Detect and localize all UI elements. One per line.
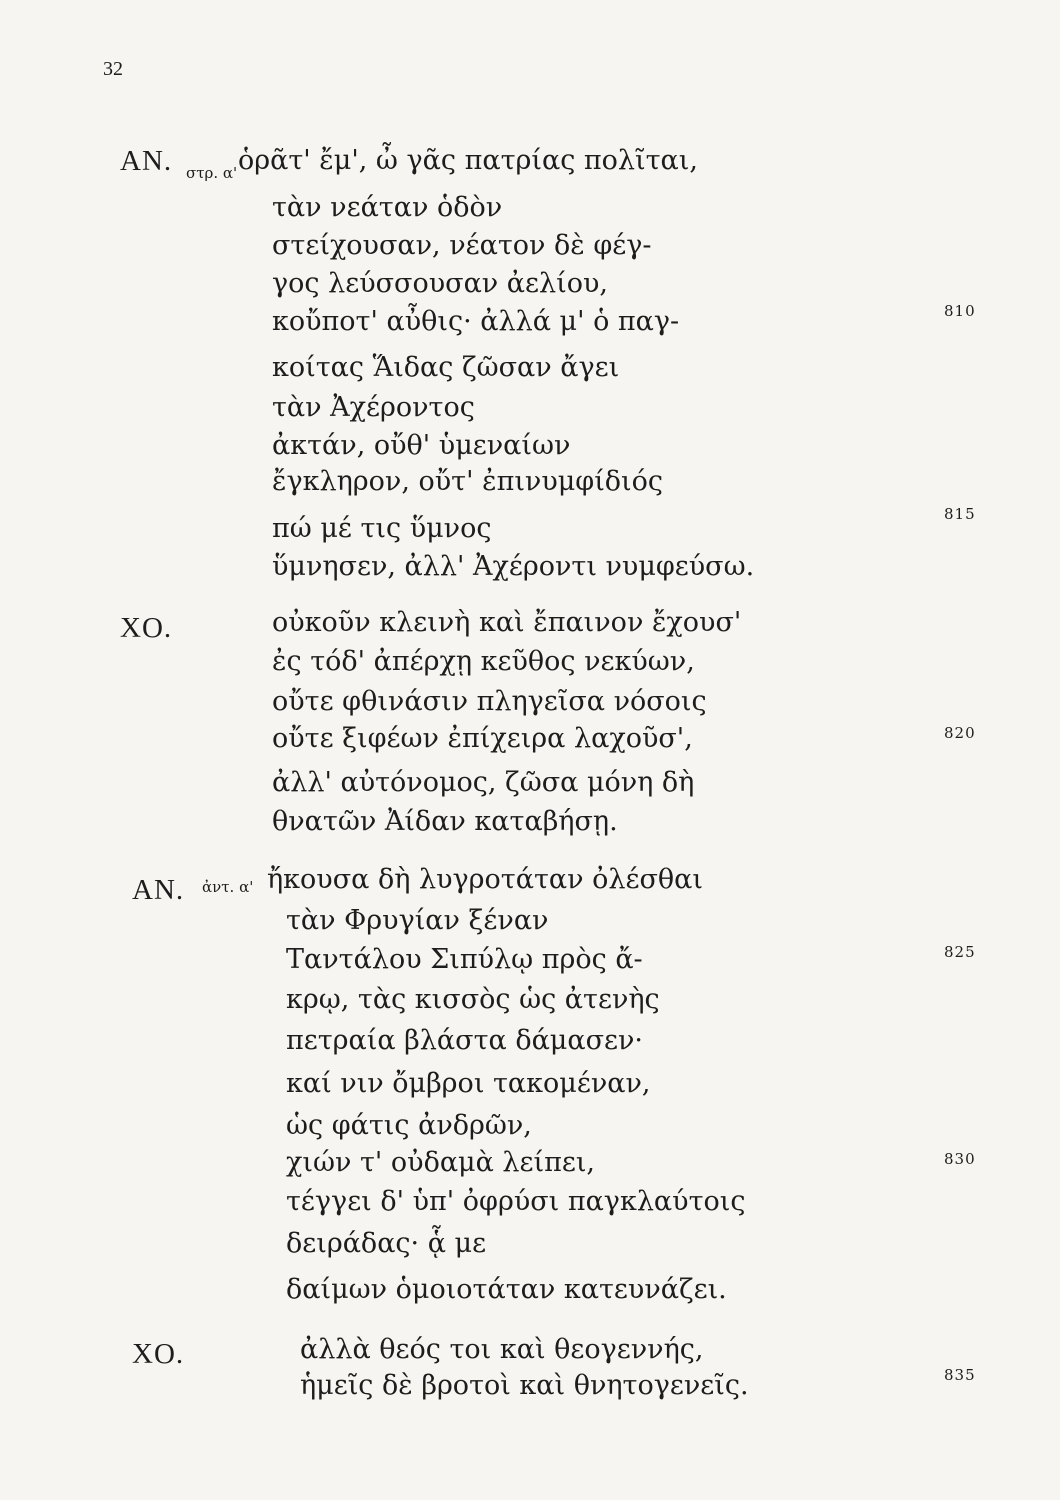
verse-line: οὔτε ξιφέων ἐπίχειρα λαχοῦσ', — [272, 723, 693, 754]
verse-line: ὕμνησεν, ἀλλ' Ἀχέροντι νυμφεύσω. — [272, 551, 755, 582]
line-number: 825 — [944, 943, 976, 961]
speaker-label: ΑΝ. — [120, 145, 173, 177]
verse-line: τὰν νεάταν ὁδὸν — [272, 192, 503, 223]
verse-line: κοὔποτ' αὖθις· ἀλλά μ' ὁ παγ- — [272, 306, 680, 337]
line-number: 830 — [944, 1150, 976, 1168]
verse-line: στείχουσαν, νέατον δὲ φέγ- — [272, 230, 652, 261]
strophe-label: ἀντ. α' — [202, 878, 254, 896]
speaker-label: ΧΟ. — [132, 1338, 185, 1370]
verse-line: Ταντάλου Σιπύλῳ πρὸς ἄ- — [286, 944, 643, 975]
verse-line: χιών τ' οὐδαμὰ λείπει, — [286, 1147, 596, 1178]
verse-line: καί νιν ὄμβροι τακομέναν, — [286, 1068, 651, 1099]
verse-line: πετραία βλάστα δάμασεν· — [286, 1025, 643, 1056]
verse-line: οὐκοῦν κλεινὴ καὶ ἔπαινον ἔχουσ' — [272, 607, 742, 638]
verse-line: ἀλλὰ θεός τοι καὶ θεογεννής, — [300, 1334, 704, 1365]
verse-line: ἡμεῖς δὲ βροτοὶ καὶ θνητογενεῖς. — [300, 1370, 749, 1401]
verse-line: τέγγει δ' ὑπ' ὀφρύσι παγκλαύτοις — [286, 1186, 746, 1217]
verse-line: ἐς τόδ' ἀπέρχῃ κεῦθος νεκύων, — [272, 646, 695, 677]
speaker-label: ΧΟ. — [120, 612, 173, 644]
page-number: 32 — [103, 58, 123, 80]
verse-line: ἔγκληρον, οὔτ' ἐπινυμφίδιός — [272, 466, 664, 497]
verse-line: δειράδας· ᾇ με — [286, 1228, 487, 1259]
line-number: 835 — [944, 1366, 976, 1384]
verse-line: ἀκτάν, οὔθ' ὑμεναίων — [272, 430, 571, 461]
verse-line: ὡς φάτις ἀνδρῶν, — [286, 1110, 532, 1141]
strophe-label: στρ. α' — [186, 164, 238, 182]
verse-line: κρῳ, τὰς κισσὸς ὡς ἀτενὴς — [286, 984, 660, 1015]
verse-line: ὁρᾶτ' ἔμ', ὦ γᾶς πατρίας πολῖται, — [238, 145, 698, 176]
speaker-label: ΑΝ. — [132, 874, 185, 906]
line-number: 815 — [944, 505, 976, 523]
verse-line: πώ μέ τις ὕμνος — [272, 513, 492, 544]
verse-line: δαίμων ὁμοιοτάταν κατευνάζει. — [286, 1274, 727, 1305]
verse-line: οὔτε φθινάσιν πληγεῖσα νόσοις — [272, 686, 707, 717]
verse-line: θνατῶν Ἀίδαν καταβήσῃ. — [272, 806, 618, 837]
verse-line: ἤκουσα δὴ λυγροτάταν ὀλέσθαι — [267, 864, 703, 895]
verse-line: γος λεύσσουσαν ἀελίου, — [272, 268, 608, 299]
verse-line: ἀλλ' αὐτόνομος, ζῶσα μόνη δὴ — [272, 767, 695, 798]
line-number: 820 — [944, 724, 976, 742]
verse-line: τὰν Φρυγίαν ξέναν — [286, 905, 549, 936]
verse-line: τὰν Ἀχέροντος — [272, 392, 475, 423]
line-number: 810 — [944, 302, 976, 320]
verse-line: κοίτας Ἅιδας ζῶσαν ἄγει — [272, 352, 620, 383]
